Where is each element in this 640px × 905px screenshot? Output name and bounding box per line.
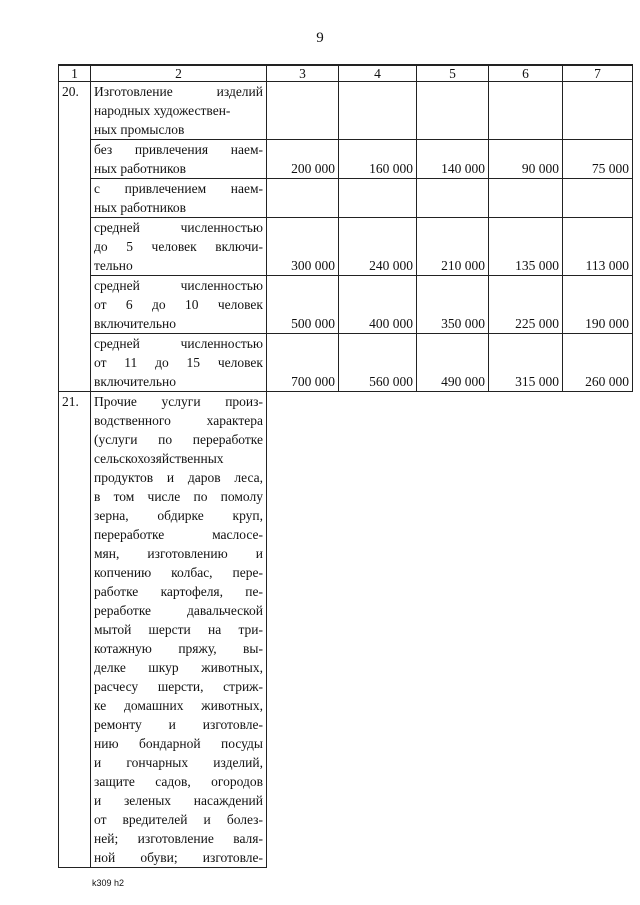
value-cell: 260 000 bbox=[563, 334, 633, 392]
row-title: Изготовление изделий народных художествен- ных промыслов bbox=[91, 82, 267, 140]
header-cell: 1 bbox=[59, 65, 91, 82]
header-cell: 2 bbox=[91, 65, 267, 82]
value-cell: 700 000 bbox=[267, 334, 339, 392]
table-row bbox=[59, 179, 633, 218]
table-row bbox=[59, 276, 633, 334]
value-cell bbox=[267, 179, 339, 218]
value-cell: 75 000 bbox=[563, 140, 633, 179]
value-cell: 140 000 bbox=[417, 140, 489, 179]
header-cell: 6 bbox=[489, 65, 563, 82]
value-cell bbox=[417, 179, 489, 218]
subrow-label: средней численностью до 5 человек включи- тельно bbox=[91, 218, 267, 276]
row-number: 20. bbox=[59, 82, 91, 392]
subrow-label: с привлечением наем- ных работников bbox=[91, 179, 267, 218]
header-cell: 7 bbox=[563, 65, 633, 82]
value-cell: 300 000 bbox=[267, 218, 339, 276]
value-cell: 560 000 bbox=[339, 334, 417, 392]
row-number: 21. bbox=[59, 392, 91, 868]
table-row bbox=[59, 140, 633, 179]
value-cell: 113 000 bbox=[563, 218, 633, 276]
value-cell: 500 000 bbox=[267, 276, 339, 334]
subrow-label: без привлечения наем- ных работников bbox=[91, 140, 267, 179]
value-cell bbox=[339, 179, 417, 218]
header-cell: 5 bbox=[417, 65, 489, 82]
value-cell: 400 000 bbox=[339, 276, 417, 334]
value-cell: 135 000 bbox=[489, 218, 563, 276]
subrow-label: средней численностью от 6 до 10 человек включительно bbox=[91, 276, 267, 334]
value-cell: 90 000 bbox=[489, 140, 563, 179]
value-cell: 190 000 bbox=[563, 276, 633, 334]
value-cell: 240 000 bbox=[339, 218, 417, 276]
row-description: Прочие услуги произ- водственного характера (услуги по переработке сельскохозяйственных продуктов и даров леса, в том числе по помолу зерна, обдирке круп, переработке маслосе- мян, изготовлению и копчению колбас, пере- работке картофеля, пе- реработке давальческой мытой шерсти на три- котажную пряжу, вы- делке шкур животных, расчесу шерсти, стриж- ке домашних животных, ремонту и изготовле- нию бондарной посуды и гончарных изделий, защите садов, огородов и зеленых насаждений от вредителей и болез- ней; изготовление валя- ной обуви; изготовле- bbox=[91, 392, 267, 868]
header-cell: 4 bbox=[339, 65, 417, 82]
tariff-table bbox=[58, 64, 633, 868]
value-cell: 225 000 bbox=[489, 276, 563, 334]
page-number: 9 bbox=[316, 30, 324, 46]
value-cell: 160 000 bbox=[339, 140, 417, 179]
table-row bbox=[59, 334, 633, 392]
value-cell bbox=[489, 179, 563, 218]
value-cell: 350 000 bbox=[417, 276, 489, 334]
value-cell: 315 000 bbox=[489, 334, 563, 392]
table-row bbox=[59, 218, 633, 276]
value-cell: 490 000 bbox=[417, 334, 489, 392]
header-cell: 3 bbox=[267, 65, 339, 82]
footer-code: k309 h2 bbox=[92, 878, 125, 888]
subrow-label: средней численностью от 11 до 15 человек включительно bbox=[91, 334, 267, 392]
value-cell: 210 000 bbox=[417, 218, 489, 276]
value-cell: 200 000 bbox=[267, 140, 339, 179]
table-row bbox=[59, 392, 633, 868]
table-row bbox=[59, 82, 633, 140]
value-cell bbox=[563, 179, 633, 218]
header-row bbox=[59, 65, 633, 82]
